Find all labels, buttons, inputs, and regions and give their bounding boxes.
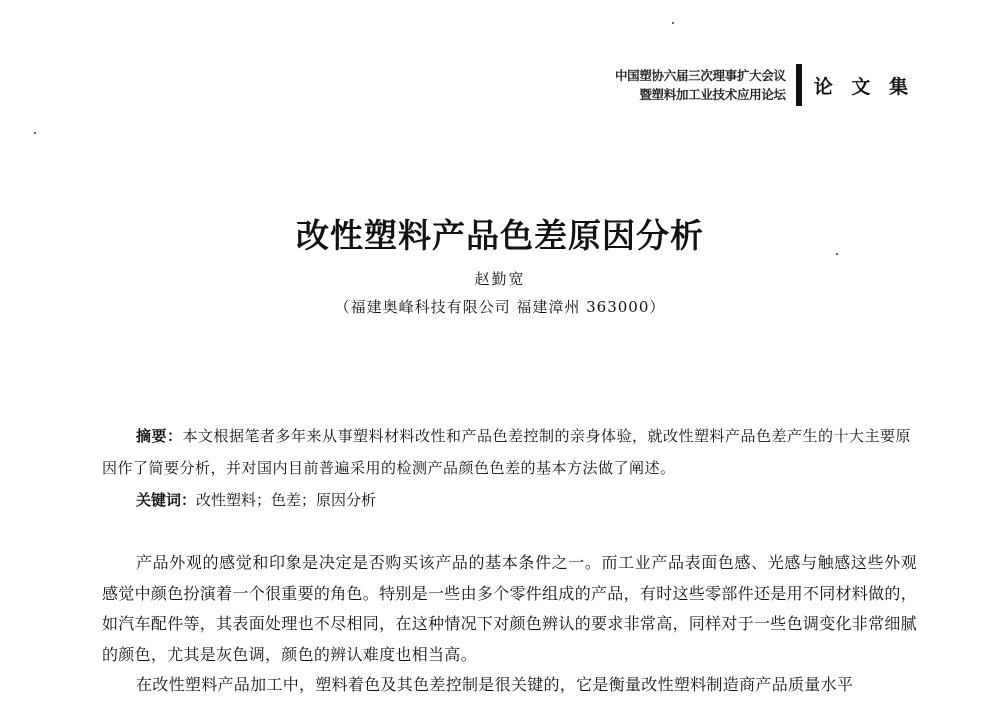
conference-name [615,66,786,104]
body-text [102,548,917,701]
paper-affiliation: （福建奥峰科技有限公司 福建漳州 363000） [334,298,666,316]
scan-speck [672,22,674,24]
keywords-text: 改性塑料；色差；原因分析 [196,491,377,509]
scan-speck [836,253,838,255]
header-divider [796,64,802,106]
abstract-text: 本文根据笔者多年来从事塑料材料改性和产品色差控制的亲身体验，就改性塑料产品色差产生的十大主要原因作了简要分析，并对国内目前普遍采用的检测产品颜色色差的基本方法做了阐述。 [102,427,912,477]
page-header [615,64,914,106]
abstract [102,420,917,484]
paper-author: 赵勤宽 [474,270,526,288]
scan-speck [34,132,36,134]
conference-line-2: 暨塑料加工业技术应用论坛 [639,87,786,102]
paper-title: 改性塑料产品色差原因分析 [296,216,704,255]
collection-label: 论 文 集 [813,75,914,98]
body-paragraph-1: 产品外观的感觉和印象是决定是否购买该产品的基本条件之一。而工业产品表面色感、光感与触感这些外观感觉中颜色扮演着一个很重要的角色。特别是一些由多个零件组成的产品，有时这些零部件还是用不同材料做的，如汽车配件等，其表面处理也不尽相同，在这种情况下对颜色辨认的要求非常高，同样对于一些色调变化非常细腻的颜色，尤其是灰色调，颜色的辨认难度也相当高。 [102,553,918,664]
conference-line-1: 中国塑协六届三次理事扩大会议 [614,68,786,83]
body-paragraph-2: 在改性塑料产品加工中，塑料着色及其色差控制是很关键的，它是衡量改性塑料制造商产品质量水平 [136,675,854,694]
abstract-label: 摘要： [136,427,183,445]
keywords [136,484,376,516]
keywords-label: 关键词： [136,491,197,509]
